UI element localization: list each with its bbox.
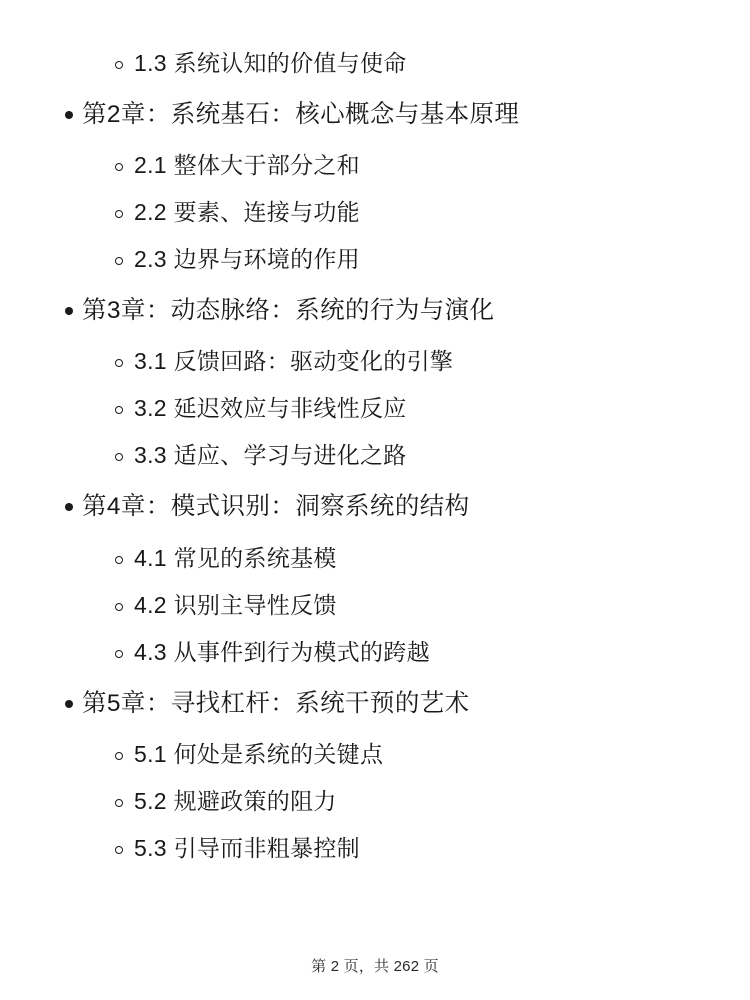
toc-section-row[interactable]	[56, 629, 694, 676]
toc-section-row[interactable]	[56, 778, 694, 825]
toc-chapter-row[interactable]	[56, 283, 694, 338]
toc-section-label: 3.2 延迟效应与非线性反应	[134, 395, 407, 422]
toc-section-label: 2.2 要素、连接与功能	[134, 199, 360, 226]
list-item[interactable]	[56, 385, 694, 432]
toc-section-row[interactable]	[56, 338, 694, 385]
list-item[interactable]	[56, 676, 694, 872]
circle-bullet-icon	[104, 786, 134, 807]
disc-bullet-icon	[56, 490, 82, 511]
circle-bullet-icon	[104, 48, 134, 69]
list-item[interactable]	[56, 189, 694, 236]
list-item[interactable]	[56, 825, 694, 872]
toc-section-row[interactable]	[56, 731, 694, 778]
list-item[interactable]	[56, 778, 694, 825]
circle-bullet-icon	[104, 739, 134, 760]
toc-section-list	[56, 142, 694, 283]
toc-section-row[interactable]	[56, 535, 694, 582]
circle-bullet-icon	[104, 590, 134, 611]
circle-bullet-icon	[104, 637, 134, 658]
page-footer-text: 第 2 页，共 262 页	[311, 958, 439, 975]
toc-section-row[interactable]	[56, 582, 694, 629]
disc-bullet-icon	[56, 98, 82, 119]
toc-chapter-row[interactable]	[56, 676, 694, 731]
toc-section-row[interactable]	[56, 432, 694, 479]
toc-chapter-label: 第3章：动态脉络：系统的行为与演化	[82, 297, 495, 325]
table-of-contents	[56, 40, 694, 872]
disc-bullet-icon	[56, 687, 82, 708]
toc-section-row[interactable]	[56, 385, 694, 432]
toc-chapter-label: 第2章：系统基石：核心概念与基本原理	[82, 101, 520, 129]
list-item[interactable]	[56, 535, 694, 582]
list-item[interactable]	[56, 629, 694, 676]
circle-bullet-icon	[104, 393, 134, 414]
list-item[interactable]	[56, 479, 694, 675]
toc-section-label: 4.3 从事件到行为模式的跨越	[134, 638, 430, 665]
toc-section-list	[56, 731, 694, 872]
toc-section-row[interactable]	[56, 825, 694, 872]
list-item[interactable]	[56, 236, 694, 283]
toc-section-list	[56, 338, 694, 479]
list-item[interactable]	[56, 142, 694, 189]
toc-chapter-row[interactable]	[56, 479, 694, 534]
toc-section-label: 2.1 整体大于部分之和	[134, 152, 360, 179]
toc-section-row[interactable]	[56, 142, 694, 189]
toc-section-row[interactable]	[56, 236, 694, 283]
toc-chapter-row[interactable]	[56, 87, 694, 142]
toc-section-label: 5.1 何处是系统的关键点	[134, 740, 384, 767]
toc-section-list	[56, 535, 694, 676]
toc-section-row[interactable]	[56, 40, 694, 87]
list-item[interactable]	[56, 432, 694, 479]
list-item[interactable]	[56, 87, 694, 283]
toc-section-label: 3.3 适应、学习与进化之路	[134, 442, 407, 469]
circle-bullet-icon	[104, 833, 134, 854]
toc-section-label: 3.1 反馈回路：驱动变化的引擎	[134, 348, 454, 375]
disc-bullet-icon	[56, 294, 82, 315]
circle-bullet-icon	[104, 440, 134, 461]
toc-section-label: 1.3 系统认知的价值与使命	[134, 50, 407, 76]
circle-bullet-icon	[104, 346, 134, 367]
toc-section-label: 5.2 规避政策的阻力	[134, 787, 337, 814]
page-footer	[0, 955, 750, 976]
toc-section-label: 4.1 常见的系统基模	[134, 544, 337, 571]
list-item[interactable]	[56, 731, 694, 778]
circle-bullet-icon	[104, 197, 134, 218]
toc-section-row[interactable]	[56, 189, 694, 236]
list-item[interactable]	[56, 582, 694, 629]
toc-section-label: 2.3 边界与环境的作用	[134, 246, 360, 273]
circle-bullet-icon	[104, 150, 134, 171]
toc-section-label: 4.2 识别主导性反馈	[134, 591, 337, 618]
toc-chapter-label: 第4章：模式识别：洞察系统的结构	[82, 493, 470, 521]
list-item[interactable]	[56, 40, 694, 87]
circle-bullet-icon	[104, 543, 134, 564]
toc-section-label: 5.3 引导而非粗暴控制	[134, 834, 360, 861]
toc-chapter-label: 第5章：寻找杠杆：系统干预的艺术	[82, 689, 470, 717]
list-item[interactable]	[56, 338, 694, 385]
list-item[interactable]	[56, 283, 694, 479]
circle-bullet-icon	[104, 244, 134, 265]
